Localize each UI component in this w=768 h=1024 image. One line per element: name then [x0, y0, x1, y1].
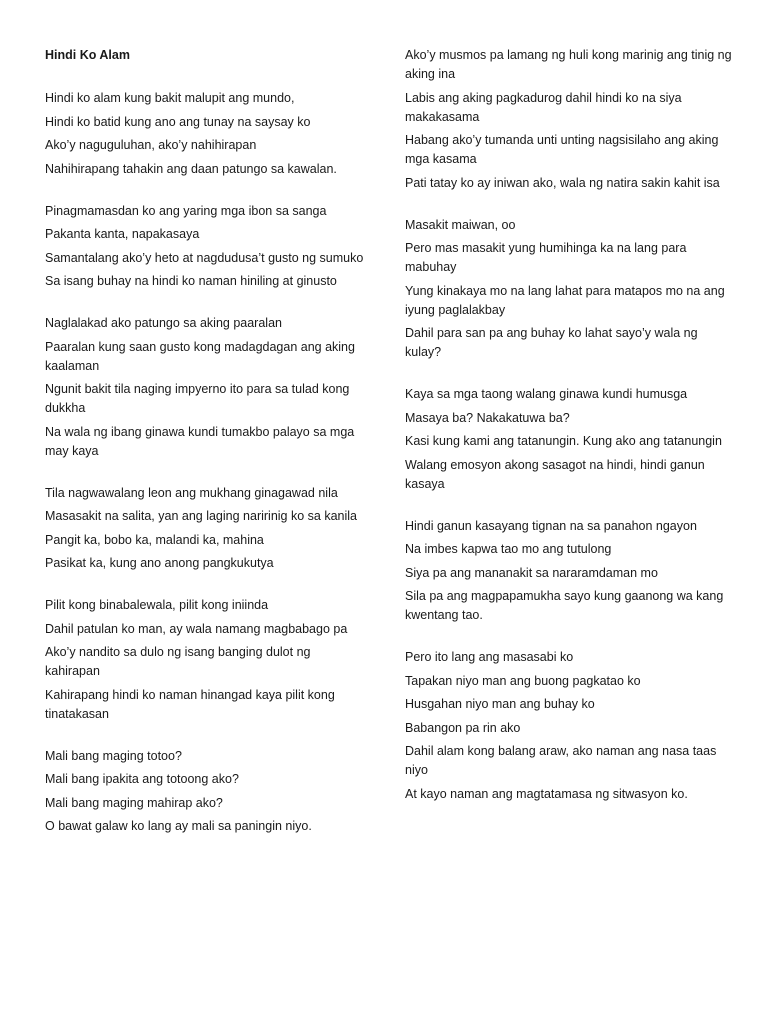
poem-line: Siya pa ang mananakit sa nararamdaman mo	[405, 565, 658, 580]
poem-line: Ako’y musmos pa lamang ng huli kong marinig ang tinig ng aking ina	[405, 48, 732, 81]
poem-line: Mali bang maging mahirap ako?	[45, 795, 223, 810]
poem-line: Sila pa ang magpapamukha sayo kung gaanong wa kang kwentang tao.	[405, 589, 724, 622]
poem-line: Pinagmamasdan ko ang yaring mga ibon sa sanga	[45, 203, 327, 218]
poem-line: Pakanta kanta, napakasaya	[45, 227, 200, 241]
poem-stanza	[405, 648, 735, 804]
poem-line: Hindi ko batid kung ano ang tunay na saysay ko	[45, 114, 311, 129]
poem-line: Sa isang buhay na hindi ko naman hiniling at ginusto	[45, 274, 337, 288]
right-column	[405, 46, 735, 827]
poem-line: Nahihirapang tahakin ang daan patungo sa kawalan.	[45, 161, 337, 176]
poem-line: Tila nagwawalang leon ang mukhang ginagawad nila	[45, 485, 338, 500]
poem-line: Labis ang aking pagkadurog dahil hindi ko na siya makakasama	[405, 90, 682, 124]
poem-stanza	[45, 89, 365, 179]
poem-line: Yung kinakaya mo na lang lahat para matapos mo na ang iyung paglalakbay	[405, 283, 725, 317]
poem-line: Pangit ka, bobo ka, malandi ka, mahina	[45, 532, 264, 547]
poem-stanza	[405, 216, 735, 363]
poem-line: Kahirapang hindi ko naman hinangad kaya pilit kong tinatakasan	[45, 687, 335, 721]
poem-line: O bawat galaw ko lang ay mali sa paningin niyo.	[45, 819, 312, 833]
poem-line: Pilit kong binabalewala, pilit kong iniinda	[45, 598, 269, 612]
poem-line: Husgahan niyo man ang buhay ko	[405, 697, 595, 711]
poem-stanza	[405, 385, 735, 494]
poem-line: Mali bang maging totoo?	[45, 748, 182, 763]
poem-line: Kaya sa mga taong walang ginawa kundi humusga	[405, 387, 688, 401]
poem-line: Walang emosyon akong sasagot na hindi, hindi ganun kasaya	[405, 457, 705, 491]
poem-line: Hindi ko alam kung bakit malupit ang mundo,	[45, 91, 295, 105]
poem-line: Dahil para san pa ang buhay ko lahat sayo’y wala ng kulay?	[405, 326, 698, 359]
poem-line: Ako’y nandito sa dulo ng isang banging dulot ng kahirapan	[45, 645, 311, 678]
poem-line: Naglalakad ako patungo sa aking paaralan	[45, 316, 282, 330]
poem-line: Pero mas masakit yung humihinga ka na lang para mabuhay	[405, 241, 687, 274]
left-stanzas	[45, 89, 365, 836]
poem-line: At kayo naman ang magtatamasa ng sitwasyon ko.	[405, 786, 688, 801]
poem-stanza	[45, 596, 365, 724]
poem-stanza	[405, 517, 735, 626]
poem-stanza	[45, 202, 365, 292]
poem-line: Pero ito lang ang masasabi ko	[405, 650, 574, 664]
poem-stanza	[45, 747, 365, 837]
poem-stanza	[45, 484, 365, 574]
poem-line: Dahil patulan ko man, ay wala namang magbabago pa	[45, 621, 348, 636]
poem-line: Ako’y naguguluhan, ako’y nahihirapan	[45, 138, 257, 152]
poem-line: Pasikat ka, kung ano anong pangkukutya	[45, 556, 274, 570]
poem-line: Habang ako’y tumanda unti unting nagsisilaho ang aking mga kasama	[405, 133, 719, 166]
poem-stanza	[405, 46, 735, 193]
poem-stanza	[45, 314, 365, 461]
poem-line: Tapakan niyo man ang buong pagkatao ko	[405, 673, 641, 688]
poem-line: Mali bang ipakita ang totoong ako?	[45, 772, 239, 786]
poem-line: Kasi kung kami ang tatanungin. Kung ako ang tatanungin	[405, 434, 722, 448]
right-stanzas	[405, 46, 735, 804]
poem-line: Dahil alam kong balang araw, ako naman ang nasa taas niyo	[405, 744, 717, 777]
poem-line: Paaralan kung saan gusto kong madagdagan ang aking kaalaman	[45, 339, 355, 373]
poem-line: Masasakit na salita, yan ang laging naririnig ko sa kanila	[45, 509, 357, 523]
poem-line: Na wala ng ibang ginawa kundi tumakbo palayo sa mga may kaya	[45, 424, 355, 458]
poem-line: Hindi ganun kasayang tignan na sa panahon ngayon	[405, 518, 697, 533]
left-column	[45, 46, 365, 859]
poem-line: Samantalang ako’y heto at nagdudusa’t gusto ng sumuko	[45, 250, 364, 265]
poem-line: Babangon pa rin ako	[405, 720, 521, 735]
poem-line: Na imbes kapwa tao mo ang tutulong	[405, 542, 612, 556]
poem-line: Pati tatay ko ay iniwan ako, wala ng natira sakin kahit isa	[405, 175, 720, 190]
poem-title: Hindi Ko Alam	[45, 48, 130, 62]
poem-line: Masakit maiwan, oo	[405, 217, 516, 232]
poem-line: Ngunit bakit tila naging impyerno ito para sa tulad kong dukkha	[45, 382, 350, 415]
poem-line: Masaya ba? Nakakatuwa ba?	[405, 410, 570, 425]
